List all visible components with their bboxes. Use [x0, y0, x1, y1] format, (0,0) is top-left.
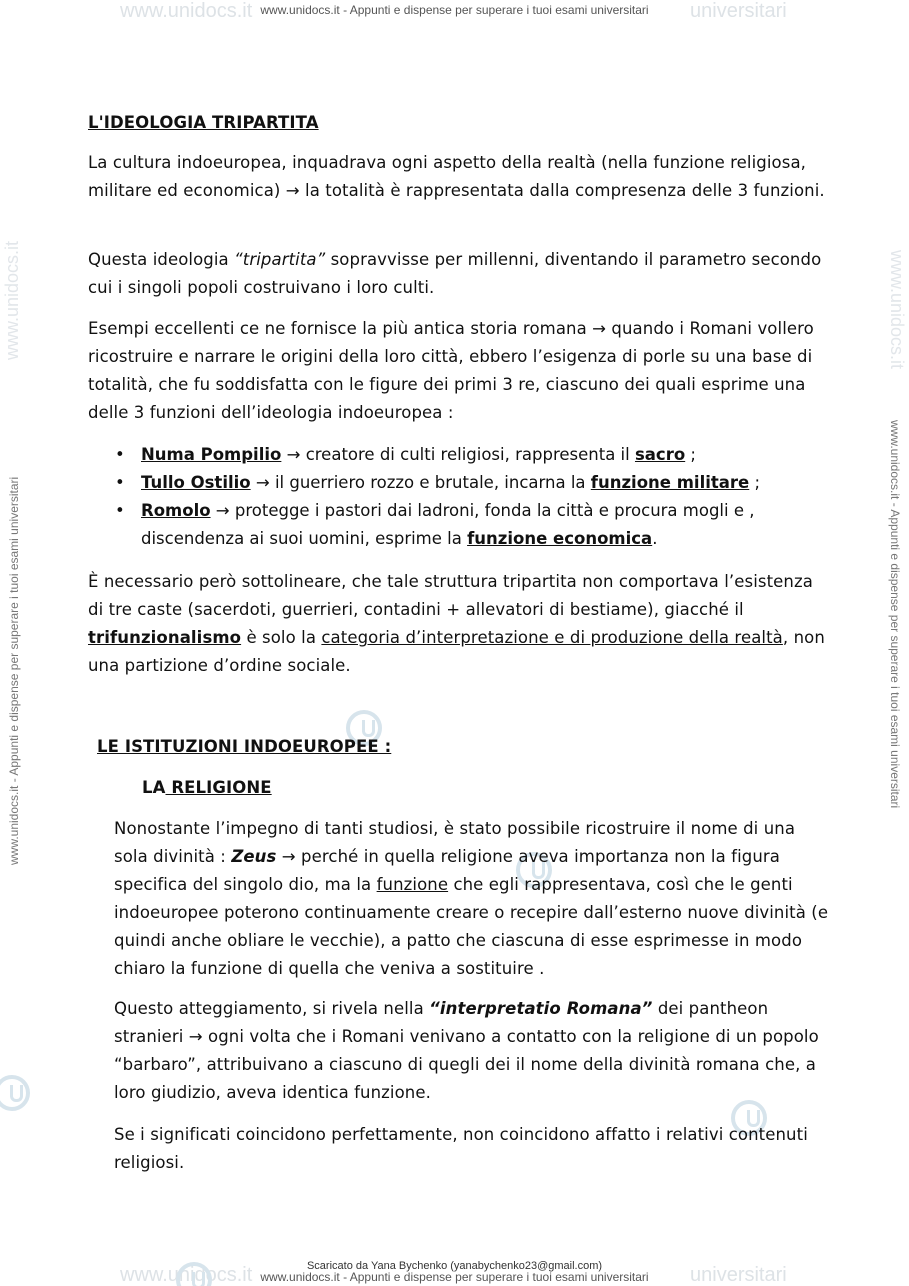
- term-zeus: Zeus: [231, 847, 277, 866]
- paragraph-interpretatio: [114, 995, 834, 1107]
- subsection-title-text: RELIGIONE: [165, 778, 272, 797]
- watermark-ghost-side-left: www.unidocs.it: [2, 240, 22, 360]
- paragraph-zeus-text-b: → perché in quella religione aveva importanza non la figura specifica del singolo dio, ma la: [114, 847, 780, 894]
- paragraph-tripartita-text-b: sopravvisse per millenni, diventando il parametro secondo cui i singoli popoli costruivano i loro culti.: [88, 250, 822, 297]
- kings-list: [88, 441, 828, 553]
- king-name: Tullo Ostilio: [141, 473, 251, 492]
- king-name: Numa Pompilio: [141, 445, 282, 464]
- term-funzione: funzione: [376, 875, 449, 894]
- unidocs-logo-icon: [0, 1075, 30, 1111]
- king-end: ;: [685, 445, 696, 464]
- term-interpretatio-romana: “interpretatio Romana”: [429, 999, 653, 1018]
- term-categoria: categoria d’interpretazione e di produzione della realtà: [321, 628, 783, 647]
- download-credit: Scaricato da Yana Bychenko (yanabychenko23@gmail.com): [306, 1260, 603, 1272]
- king-end: .: [652, 529, 658, 548]
- paragraph-significati: Se i significati coincidono perfettamente, non coincidono affatto i relativi contenuti religiosi.: [114, 1125, 808, 1172]
- list-item: [88, 469, 828, 497]
- watermark-ghost-top-right: universitari: [690, 0, 787, 22]
- paragraph-intro: La cultura indoeuropea, inquadrava ogni aspetto della realtà (nella funzione religiosa, militare ed economica) → la totalità è rappresentata dalla compresenza delle 3 funzioni.: [88, 153, 825, 200]
- list-item: [88, 497, 828, 553]
- king-function: funzione militare: [590, 473, 750, 492]
- paragraph-trifunzionalismo-text-b: è solo la: [241, 628, 322, 647]
- bullet-icon: •: [115, 501, 125, 520]
- paragraph-interpretatio-text-b: dei pantheon stranieri → ogni volta che i Romani venivano a contatto con la religione di un popolo “barbaro”, attribuivano a ciascuno di quegli dei il nome della divinità romana che, a loro giudizio, aveva identica funzione.: [114, 999, 819, 1102]
- paragraph-tripartita: [88, 246, 828, 302]
- paragraph-interpretatio-text-a: Questo atteggiamento, si rivela nella: [114, 999, 430, 1018]
- paragraph-trifunzionalismo-text-a: È necessario però sottolineare, che tale struttura tripartita non comportava l’esistenza di tre caste (sacerdoti, guerrieri, contadini + allevatori di bestiame), giacché il: [88, 572, 813, 619]
- term-tripartita: “tripartita”: [234, 250, 326, 269]
- subsection-title-religione: [142, 774, 272, 802]
- watermark-side-left: www.unidocs.it - Appunti e dispense per superare i tuoi esami universitari: [7, 476, 21, 865]
- king-name: Romolo: [141, 501, 211, 520]
- king-function: sacro: [634, 445, 686, 464]
- paragraph-zeus-text-a: Nonostante l’impegno di tanti studiosi, è stato possibile ricostruire il nome di una sola divinità :: [114, 819, 796, 866]
- paragraph-zeus: [114, 815, 834, 983]
- king-function: funzione economica: [467, 529, 653, 548]
- king-description: → creatore di culti religiosi, rappresenta il: [281, 445, 635, 464]
- section-title-ideologia: L'IDEOLOGIA TRIPARTITA: [88, 113, 319, 132]
- watermark-top: www.unidocs.it - Appunti e dispense per superare i tuoi esami universitari: [260, 3, 649, 17]
- watermark-ghost-bottom-left: www.unidocs.it: [120, 1264, 253, 1286]
- paragraph-trifunzionalismo-text-c: , non una partizione d’ordine sociale.: [88, 628, 825, 675]
- watermark-ghost-top-left: www.unidocs.it: [120, 0, 253, 22]
- term-trifunzionalismo: trifunzionalismo: [88, 628, 242, 647]
- bullet-icon: •: [115, 473, 125, 492]
- watermark-ghost-bottom-right: universitari: [690, 1264, 787, 1286]
- list-item: [88, 441, 828, 469]
- king-end: ;: [749, 473, 761, 492]
- king-description: → il guerriero rozzo e brutale, incarna la: [250, 473, 591, 492]
- watermark-side-right: www.unidocs.it - Appunti e dispense per superare i tuoi esami universitari: [888, 420, 902, 809]
- king-description: → protegge i pastori dai ladroni, fonda la città e procura mogli e , discendenza ai suoi uomini, esprime la: [141, 501, 755, 548]
- watermark-bottom: www.unidocs.it - Appunti e dispense per superare i tuoi esami universitari: [260, 1270, 649, 1284]
- watermark-ghost-side-right: www.unidocs.it: [887, 250, 907, 370]
- paragraph-zeus-text-c: che egli rappresentava, così che le genti indoeuropee poterono continuamente creare o recepire dall’esterno nuove divinità (e quindi anche obliare le vecchie), a patto che ciascuna di esse esprimesse in modo chiaro la funzione di quella che veniva a sostituire .: [114, 875, 829, 978]
- paragraph-trifunzionalismo: [88, 568, 828, 680]
- paragraph-tripartita-text-a: Questa ideologia: [88, 250, 235, 269]
- subsection-title-prefix: LA: [142, 778, 166, 797]
- paragraph-storia-romana: Esempi eccellenti ce ne fornisce la più antica storia romana → quando i Romani vollero ricostruire e narrare le origini della loro città, ebbero l’esigenza di porle su una base di totalità, che fu soddisfatta con le figure dei primi 3 re, ciascuno dei quali esprime una delle 3 funzioni dell’ideologia indoeuropea :: [88, 319, 814, 422]
- bullet-icon: •: [115, 445, 125, 464]
- section-title-istituzioni: LE ISTITUZIONI INDOEUROPEE :: [97, 737, 392, 756]
